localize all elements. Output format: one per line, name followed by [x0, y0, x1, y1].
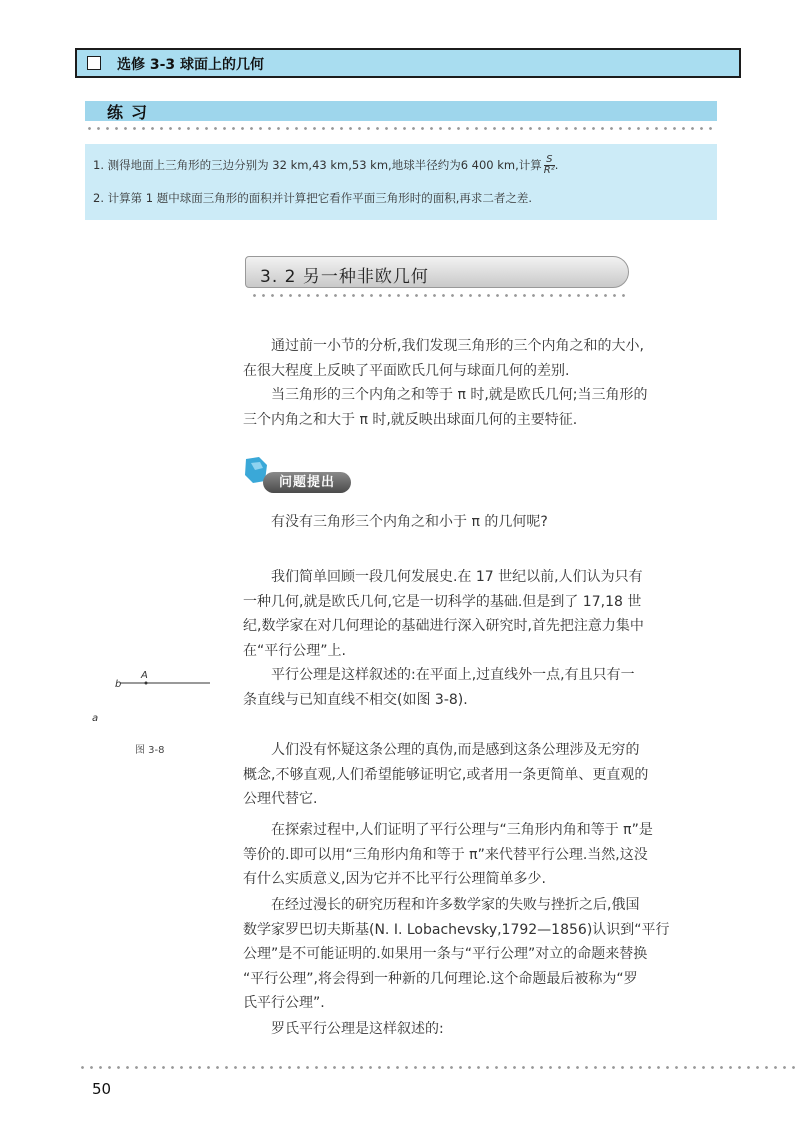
question-text: [243, 510, 725, 535]
paragraph: [243, 334, 725, 383]
figure-3-8: [92, 665, 220, 760]
text-line: 在探索过程中,人们证明了平行公理与“三角形内角和等于 π”是: [271, 822, 653, 838]
text-line: “平行公理”,将会得到一种新的几何理论.这个命题最后被称为“罗: [243, 970, 638, 987]
exercise-item-2: 2. 计算第 1 题中球面三角形的面积并计算把它看作平面三角形时的面积,再求二者之差.: [93, 191, 533, 205]
text-line: 在很大程度上反映了平面欧氏几何与球面几何的差别.: [243, 362, 570, 379]
paragraph: [243, 1017, 725, 1042]
text-line: 当三角形的三个内角之和等于 π 时,就是欧氏几何;当三角形的: [271, 387, 648, 403]
formula-numerator: S: [544, 155, 555, 166]
dotted-divider: [250, 294, 630, 297]
paragraph: [243, 663, 725, 712]
text-line: 公理”是不可能证明的.如果用一条与“平行公理”对立的命题来替换: [243, 946, 648, 962]
label-point-a: A: [141, 670, 148, 681]
text-line: 等价的.即可以用“三角形内角和等于 π”来代替平行公理.当然,这没: [243, 846, 648, 863]
paragraph: [243, 818, 725, 892]
question-tag: 问题提出: [263, 472, 351, 493]
label-b: b: [115, 679, 122, 690]
dotted-divider: [85, 127, 717, 130]
text-line: 平行公理是这样叙述的:在平面上,过直线外一点,有且只有一: [271, 667, 635, 683]
text-line: 一种几何,就是欧氏几何,它是一切科学的基础.但是到了 17,18 世: [243, 593, 642, 610]
text-line: 三个内角之和大于 π 时,就反映出球面几何的主要特征.: [243, 411, 578, 428]
text-line: 纪,数学家在对几何理论的基础进行深入研究时,首先把注意力集中: [243, 618, 644, 634]
section-banner: [245, 256, 629, 288]
text-line: 在“平行公理”上.: [243, 642, 346, 659]
figure-caption: 图 3-8: [135, 745, 165, 756]
formula-end: .: [554, 158, 559, 172]
text-line: 条直线与已知直线不相交(如图 3-8).: [243, 691, 468, 708]
chapter-header-label: 选修 3-3 球面上的几何: [117, 57, 265, 73]
text-line: 公理代替它.: [243, 791, 318, 807]
text-line: 罗氏平行公理是这样叙述的:: [271, 1021, 444, 1037]
text-line: 在经过漫长的研究历程和许多数学家的失败与挫折之后,俄国: [271, 897, 640, 913]
exercise-item-1: [93, 155, 558, 176]
exercise-title-bar: [85, 101, 717, 121]
page-number: 50: [92, 1080, 112, 1098]
text-line: 数学家罗巴切夫斯基(N. I. Lobachevsky,1792—1856)认识到“平行: [243, 921, 670, 938]
point-a: [145, 682, 148, 685]
section-title: 3. 2 另一种非欧几何: [260, 267, 429, 287]
text-line: 氏平行公理”.: [243, 995, 325, 1011]
paragraph: [243, 893, 725, 1016]
dotted-divider: [78, 1066, 800, 1069]
formula-fraction: [544, 155, 555, 176]
text-line: 通过前一小节的分析,我们发现三角形的三个内角之和的大小,: [271, 338, 644, 354]
exercise-box: [85, 144, 717, 220]
exercise-title: 练习: [107, 103, 156, 122]
text-line: 我们简单回顾一段几何发展史.在 17 世纪以前,人们认为只有: [271, 569, 643, 585]
text-line: 有什么实质意义,因为它并不比平行公理简单多少.: [243, 871, 546, 887]
text-line: 概念,不够直观,人们希望能够证明它,或者用一条更简单、更直观的: [243, 766, 649, 783]
paragraph: [243, 383, 725, 432]
text-line: 有没有三角形三个内角之和小于 π 的几何呢?: [271, 514, 548, 530]
paragraph: [243, 565, 725, 663]
paragraph: [243, 738, 725, 812]
chapter-header: [75, 48, 741, 78]
formula-denominator: R²: [543, 165, 555, 176]
text-line: 人们没有怀疑这条公理的真伪,而是感到这条公理涉及无穷的: [271, 742, 640, 758]
header-square-icon: [87, 56, 101, 70]
exercise-item-1-text: 1. 测得地面上三角形的三边分别为 32 km,43 km,53 km,地球半径约为6 400 km,计算: [93, 158, 542, 172]
label-a: a: [92, 713, 99, 724]
